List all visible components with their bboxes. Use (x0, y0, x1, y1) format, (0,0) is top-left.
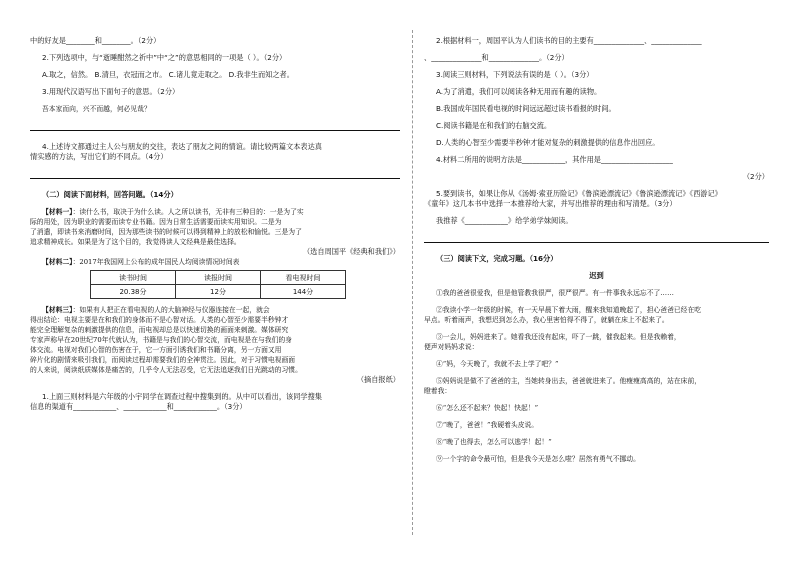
table-cell: 12分 (176, 285, 261, 299)
material1-label: 【材料一】 (42, 208, 73, 216)
material3-line-3: 专家声称早在20世纪70年代就认为，书籍是与我们的心智交流，而电视是在与我们的身 (30, 336, 292, 344)
r-q3-option-b: B.我国成年国民看电视的时间远远超过读书看报的时间。 (436, 104, 616, 113)
story-line-9: ⑦“晚了，爸爸！”我硬着头皮说。 (436, 421, 539, 429)
material1-line-2: 了消遣，即读书来消磨时间，因为那些读书的时候可以得到精神上的放松和愉悦。三是为了 (30, 228, 302, 236)
material3-line-5: 碎片化的剧情来吸引我们，而阅读过程却需要我们的全神贯注。因此，对于习惯电视画面 (30, 356, 296, 364)
story-title: 迟到 (589, 271, 604, 280)
story-line-7: 瞪着我： (424, 387, 452, 395)
story-line-4: 便声对妈妈求说： (424, 343, 479, 351)
story-line-11: ⑨一个字的命令最可怕，但是我今天是怎么啦？居然有勇气不挪动。 (436, 455, 640, 463)
story-line-0: ①我的爸爸很爱我，但是他管教我很严，很严很严。有一件事我永远忘不了…… (436, 289, 674, 297)
answer-line (30, 169, 400, 179)
table-row (91, 285, 346, 299)
r-q5-line1: 5.要到读书，如果让你从《汤姆·索亚历险记》《鲁滨逊漂流记》《鲁滨逊漂流记》《西游记》 (436, 189, 722, 198)
left-column (30, 36, 400, 412)
table-cell: 144分 (261, 285, 346, 299)
r-q3-prompt: 3.阅读三则材料，下列说法有误的是（ ）。（3分） (436, 70, 594, 79)
material3-source: （摘自报纸） (356, 375, 400, 384)
q-fragment: 中的好友是________和________。（2分） (30, 36, 161, 45)
r-q5-line2: 《童年》这几本书中选择一本推荐给大家，并写出推荐的理由和写清楚。（3分） (424, 199, 677, 208)
material2-label: 【材料二】 (42, 258, 73, 266)
material1-line-1: 际的用处，因为职业的需要而读专业书籍。因为日常生活需要而读实用知识。二是为 (30, 218, 282, 226)
story-line-3: ③一会儿，妈妈进来了。她看我还没有起床，吓了一跳，催我起来。但是我赖着， (436, 333, 681, 341)
material2-heading: 【材料二】：2017年我国网上公布的成年国民人均阅读情况时间表 (42, 258, 240, 266)
material3-label: 【材料三】 (42, 306, 73, 314)
material3-line-0: 【材料三】：如果有人把正在看电视的人的大脑神经与仪器连接在一起，就会 (42, 306, 270, 314)
q2-options: A.取之，信然。 B.清旦，衣冠而之市。 C.诸儿竟走取之。 D.我非生而知之者。 (42, 70, 294, 79)
material1-source: （选自周国平《经典和我们》） (302, 247, 400, 256)
table-header-cell: 读报时间 (176, 271, 261, 285)
r-q4-prompt: 4.材料二所用的说明方法是____________，其作用是____________________ (436, 155, 673, 164)
q4-line1: 4.上述诗文都通过主人公与朋友的交往，表达了朋友之间的情谊。请比较两篇文本表达真 (42, 142, 322, 151)
story-line-1: ②我读小学一年级的时候，有一天早晨下着大雨，醒来我知道晚起了，担心爸爸已经在吃 (436, 306, 702, 314)
r-q3-option-c: C.阅读书籍是在和我们的右脑交流。 (436, 121, 552, 130)
r-q2-line1: 2.根据材料一，周国平认为人们读书的目的主要有______________、______________ (436, 36, 702, 45)
q3-sentence: 吾本家而向，兴不而越，何必见哉？ (42, 105, 151, 113)
story-line-8: ⑥“怎么还不起来？快起！快起！” (436, 404, 539, 412)
table-header-cell: 读书时间 (91, 271, 176, 285)
material1-line-0: 【材料一】：读什么书，取决于为什么读。人之所以读书，无非有三种目的：一是为了实 (42, 208, 304, 216)
material1-line-3: 追求精神成长。如果是为了这个目的，我觉得读人文经典是最佳选择。 (30, 238, 241, 246)
r-q5-line3: 我推荐《____________》给学弟学妹阅读。 (436, 216, 573, 225)
section3-title: （三）阅读下文，完成习题。（16分） (436, 254, 558, 263)
answer-line (30, 121, 400, 131)
reading-time-table (90, 270, 346, 299)
table-cell: 20.38分 (91, 285, 176, 299)
r-q3-option-a: A.为了消遣，我们可以阅读各种无用而有趣的读物。 (436, 87, 602, 96)
q1-line2: 信息的渠道有____________、____________和____________。（3分） (30, 402, 247, 411)
q2-prompt: 2.下列选项中，与“逝睡酣然之祈中”中“之”的意思相同的一项是（ ）。（2分） (42, 53, 287, 62)
q3-prompt: 3.用现代汉语写出下面句子的意思。（2分） (42, 87, 180, 96)
r-q2-line2: 、______________和______________。（2分） (424, 53, 569, 62)
right-column (424, 36, 769, 464)
column-divider (412, 30, 413, 535)
r-q3-option-d: D.人类的心智至少需要半秒钟才能对复杂的刺激提供的信息作出回应。 (436, 138, 660, 147)
table-header-cell: 看电视时间 (261, 271, 346, 285)
material3-line-4: 体交流。电视对我们心智的伤害在于，它一方面引诱我们和书籍分离，另一方面又用 (30, 346, 282, 354)
story-line-5: ④“妈，今天晚了，我就不去上学了吧？” (436, 360, 559, 368)
story-line-6: ⑤妈妈说是做不了爸爸的主，当她转身出去，爸爸就进来了。他瘦瘦高高的，站在床前， (436, 377, 702, 385)
material3-line-2: 能完全理解复杂的刺激提供的信息，而电视却总是以快速切换的画面来刺激。媒体研究 (30, 326, 289, 334)
answer-line (424, 233, 769, 243)
material3-line-1: 得出结论：电视主要是在和我们的身体而不是心智对话。人类的心智至少需要半秒钟才 (30, 316, 289, 324)
table-header-row (91, 271, 346, 285)
story-line-2: 早点。听着雨声，我想迟到怎么办，我心里害怕得不得了，就躺在床上不起来了。 (424, 316, 669, 324)
section2-title: （二）阅读下面材料，回答问题。（14分） (42, 190, 178, 199)
q1-line1: 1.上面三则材料是六年级的小宇同学在调查过程中搜集到的。从中可以看出，该同学搜集 (42, 392, 322, 401)
r-q4-points: （2分） (742, 172, 769, 181)
q4-line2: 情实感的方法，写出它们的不同点。（4分） (30, 152, 168, 161)
material3-line-6: 的人来说，阅读纸质媒体是痛苦的，几乎令人无法忍受，它无法追逐我们日光跳动的习惯。 (30, 366, 302, 374)
story-line-10: ⑧“晚了也得去，怎么可以逃学！起！” (436, 438, 552, 446)
